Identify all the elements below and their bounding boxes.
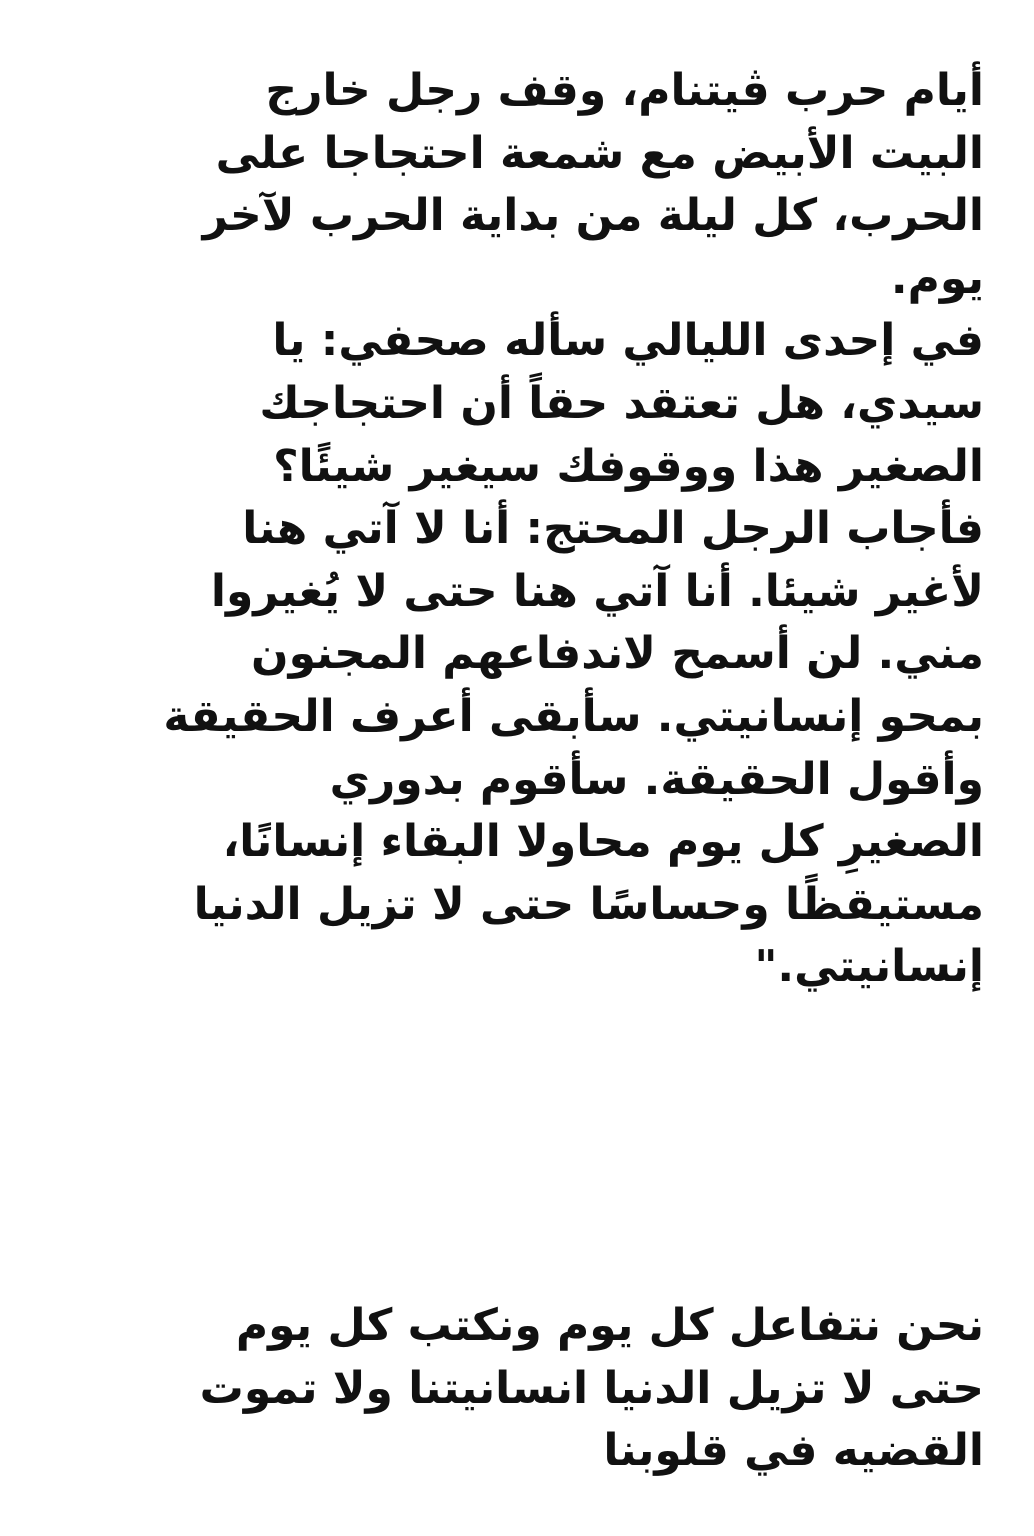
story-line: الحرب، كل ليلة من بداية الحرب لآخر [202, 190, 984, 242]
story-line: الصغير هذا ووقوفك سيغير شيئًا؟ [273, 440, 984, 492]
story-line: وأقول الحقيقة. سأقوم بدوري [329, 753, 984, 805]
story-line: مستيقظًا وحساسًا حتى لا تزيل الدنيا [193, 878, 984, 930]
story-line: يوم. [890, 252, 984, 304]
story-line: الصغيرِ كل يوم محاولا البقاء إنسانًا، [222, 816, 984, 868]
story-line: إنسانيتي." [754, 941, 984, 993]
closing-line: نحن نتفاعل كل يوم ونكتب كل يوم [235, 1300, 984, 1351]
story-line: في إحدى الليالي سأله صحفي: يا [272, 315, 984, 367]
closing-paragraph [34, 1295, 984, 1483]
closing-line: القضيه في قلوبنا [603, 1425, 984, 1477]
closing-line: حتى لا تزيل الدنيا انسانيتنا ولا تموت [199, 1362, 984, 1414]
story-line: البيت الأبيض مع شمعة احتجاجا على [215, 127, 984, 179]
story-line: سيدي، هل تعتقد حقاً أن احتجاجك [259, 377, 984, 429]
story-line: بمحو إنسانيتي. سأبقى أعرف الحقيقة [163, 690, 984, 742]
story-line: لأغير شيئا. أنا آتي هنا حتى لا يُغيروا [210, 565, 984, 617]
story-paragraph [34, 60, 984, 999]
story-line: فأجاب الرجل المحتج: أنا لا آتي هنا [242, 503, 984, 555]
story-line: مني. لن أسمح لاندفاعهم المجنون [251, 628, 984, 680]
story-line: أيام حرب ڤيتنام، وقف رجل خارج [265, 65, 984, 116]
